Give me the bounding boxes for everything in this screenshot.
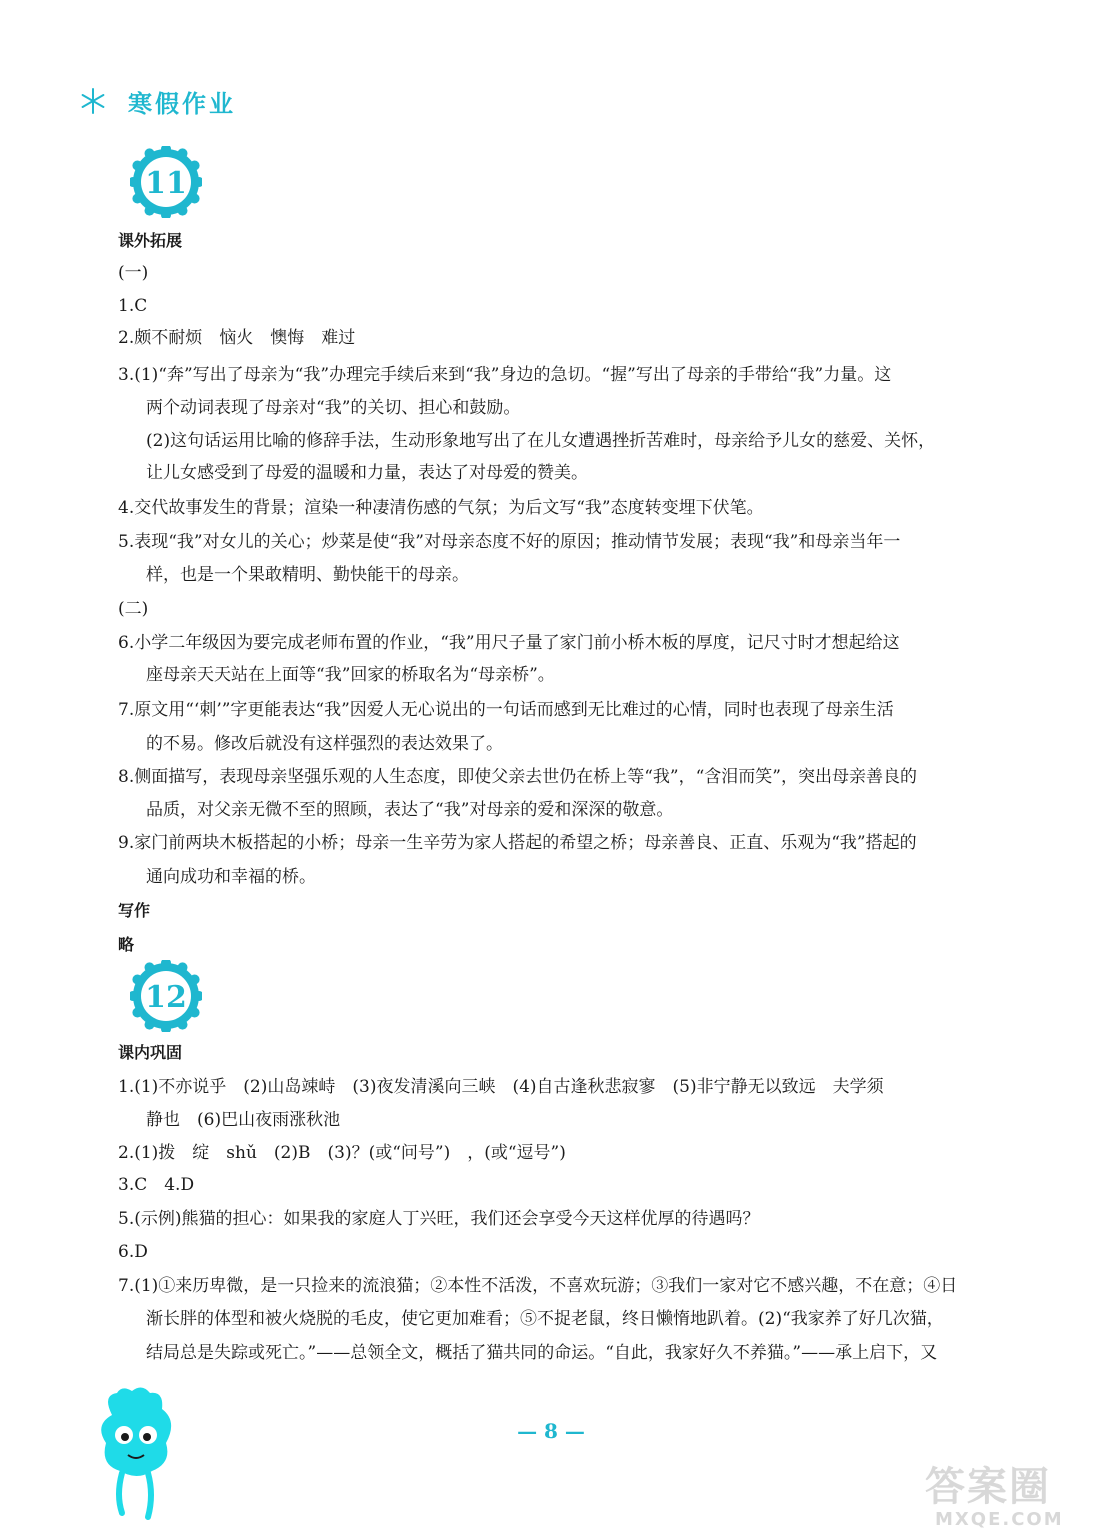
answer-3b-line2: 让儿女感受到了母爱的温暖和力量，表达了对母爱的赞美。 xyxy=(146,463,588,483)
part-two-label: (二) xyxy=(118,599,149,619)
watermark-cn: 答案圈 xyxy=(925,1464,1051,1510)
page-number: — 8 — xyxy=(517,1419,585,1443)
answer-2: 2.颇不耐烦 恼火 懊悔 难过 xyxy=(118,328,356,348)
l12-answer-5: 5.(示例)熊猫的担心：如果我的家庭人丁兴旺，我们还会享受今天这样优厚的待遇吗？ xyxy=(118,1209,760,1229)
header-title: 寒假作业 xyxy=(128,90,236,118)
answer-7-line2: 的不易。修改后就没有这样强烈的表达效果了。 xyxy=(146,734,503,754)
lesson-11-badge xyxy=(130,146,202,218)
lesson-11-number: 11 xyxy=(145,166,187,201)
l12-answer-2: 2.(1)拨 绽 shǔ (2)B (3)？(或“问号”) ，(或“逗号”) xyxy=(118,1143,566,1163)
snowflake-icon xyxy=(78,86,108,116)
answer-6-line2: 座母亲天天站在上面等“我”回家的桥取名为“母亲桥”。 xyxy=(146,665,555,685)
answer-1: 1.C xyxy=(118,296,148,316)
mascot-illustration xyxy=(92,1385,182,1525)
writing-answer: 略 xyxy=(118,935,135,954)
l12-answer-3-4: 3.C 4.D xyxy=(118,1175,195,1195)
l12-answer-7-line3: 结局总是失踪或死亡。”——总领全文，概括了猫共同的命运。“自此，我家好久不养猫。”——承上启下，又 xyxy=(146,1343,938,1363)
l12-answer-1-line2: 静也 (6)巴山夜雨涨秋池 xyxy=(146,1110,341,1130)
l12-answer-1-line1: 1.(1)不亦说乎 (2)山岛竦峙 (3)夜发清溪向三峡 (4)自古逢秋悲寂寥 (5)非宁静无以致远 夫学须 xyxy=(118,1077,884,1097)
lesson-12-number: 12 xyxy=(145,980,187,1015)
answer-8-line1: 8.侧面描写，表现母亲坚强乐观的人生态度，即使父亲去世仍在桥上等“我”，“含泪而笑”，突出母亲善良的 xyxy=(118,767,917,787)
answer-3b-line1: (2)这句话运用比喻的修辞手法，生动形象地写出了在儿女遭遇挫折苦难时，母亲给予儿女的慈爱、关怀， xyxy=(146,431,936,451)
watermark-logo xyxy=(925,1455,1095,1535)
answer-3a-line2: 两个动词表现了母亲对“我”的关切、担心和鼓励。 xyxy=(146,398,521,418)
answer-5-line2: 样，也是一个果敢精明、勤快能干的母亲。 xyxy=(146,565,469,585)
watermark-en: MXQE.COM xyxy=(935,1509,1064,1530)
answer-9-line1: 9.家门前两块木板搭起的小桥；母亲一生辛劳为家人搭起的希望之桥；母亲善良、正直、乐观为“我”搭起的 xyxy=(118,833,917,853)
section-title-consolidation: 课内巩固 xyxy=(118,1043,183,1062)
l12-answer-7-line1: 7.(1)①来历卑微，是一只捡来的流浪猫；②本性不活泼，不喜欢玩游；③我们一家对它不感兴趣，不在意；④日 xyxy=(118,1276,958,1296)
l12-answer-7-line2: 渐长胖的体型和被火烧脱的毛皮，使它更加难看；⑤不捉老鼠，终日懒惰地趴着。(2)“我家养了好几次猫， xyxy=(146,1309,944,1329)
answer-5-line1: 5.表现“我”对女儿的关心；炒菜是使“我”对母亲态度不好的原因；推动情节发展；表现“我”和母亲当年一 xyxy=(118,532,901,552)
answer-3a-line1: 3.(1)“奔”写出了母亲为“我”办理完手续后来到“我”身边的急切。“握”写出了母亲的手带给“我”力量。这 xyxy=(118,365,892,385)
answer-9-line2: 通向成功和幸福的桥。 xyxy=(146,867,316,887)
part-one-label: (一) xyxy=(118,263,149,283)
answer-7-line1: 7.原文用“‘刺’”字更能表达“我”因爱人无心说出的一句话而感到无比难过的心情，同时也表现了母亲生活 xyxy=(118,700,894,720)
section-title-writing: 写作 xyxy=(118,901,151,920)
section-title-extension: 课外拓展 xyxy=(118,231,183,250)
answer-4: 4.交代故事发生的背景；渲染一种凄清伤感的气氛；为后文写“我”态度转变埋下伏笔。 xyxy=(118,498,764,518)
lesson-12-badge xyxy=(130,960,202,1032)
l12-answer-6: 6.D xyxy=(118,1242,148,1262)
answer-6-line1: 6.小学二年级因为要完成老师布置的作业，“我”用尺子量了家门前小桥木板的厚度，记尺寸时才想起给这 xyxy=(118,633,900,653)
answer-8-line2: 品质，对父亲无微不至的照顾，表达了“我”对母亲的爱和深深的敬意。 xyxy=(146,800,674,820)
